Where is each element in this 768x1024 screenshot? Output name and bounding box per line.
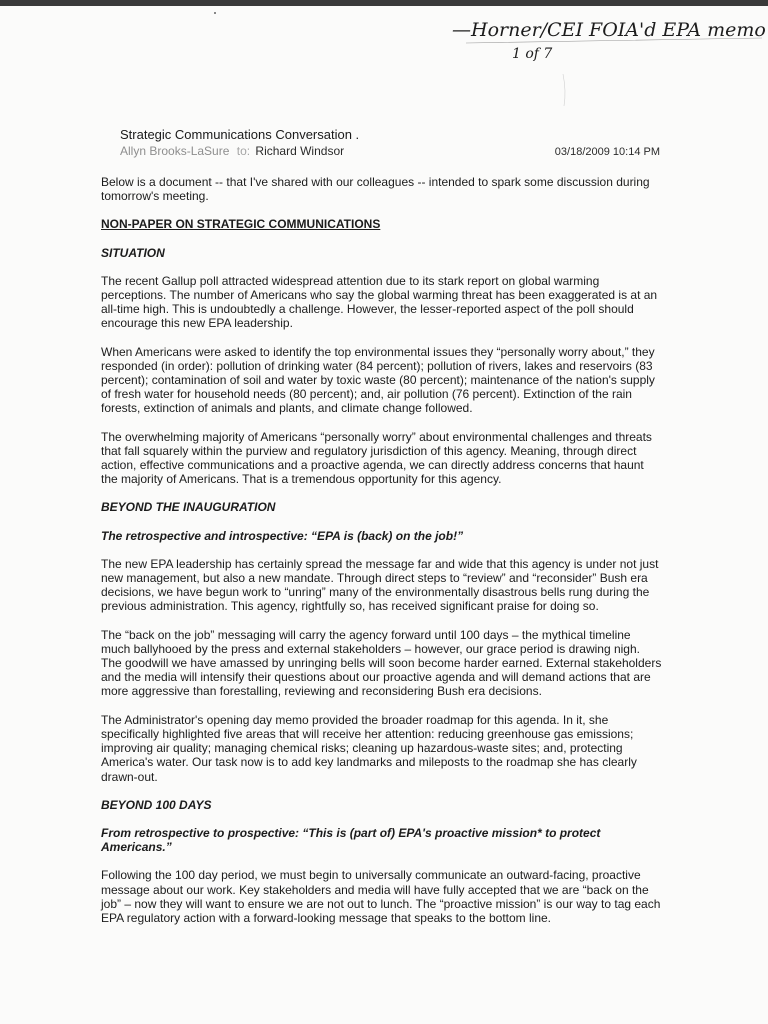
handwritten-annotation [452, 14, 768, 76]
hundred-days-paragraph: Following the 100 day period, we must begin to universally communicate an outward-facing, proactive message about our work. Key stakeholders and media will have fully accepted that we are “back on the job” – now they will want to ensure we are not out to lunch. The “proactive mission” is our way to tag each EPA regulatory action with a forward-looking message that speaks to the bottom line. [101, 868, 661, 925]
email-timestamp: 03/18/2009 10:14 PM [554, 146, 660, 158]
memo-title: NON-PAPER ON STRATEGIC COMMUNICATIONS [101, 217, 381, 232]
inauguration-subheading: The retrospective and introspective: “EPA is (back) on the job!” [101, 528, 464, 543]
scan-speck [214, 12, 216, 14]
inauguration-paragraph: The Administrator's opening day memo provided the broader roadmap for this agenda. In it, she specifically highlighted five areas that will receive her attention: reducing greenhouse gas emissions; improving air quality; managing chemical risks; cleaning up hazardous-waste sites; and, protecting America's water. Our task now is to add key landmarks and mileposts to the roadmap she has clearly drawn-out. [101, 712, 637, 784]
inauguration-paragraph: The new EPA leadership has certainly spread the message far and wide that this agency is under not just new management, but also a new mandate. Through direct steps to “review” and “reconsider” Bush era decisions, we have begun work to “unring” many of the environmentally disastrous bells rung during the previous administration. This agency, rightfully so, has received significant praise for doing so. [101, 556, 659, 614]
email-sender: Allyn Brooks-LaSure [120, 144, 230, 158]
hundred-days-subheading: From retrospective to prospective: “This is (part of) EPA's proactive mission* to protect Americans.” [101, 825, 601, 855]
email-meta-row [120, 144, 660, 160]
situation-paragraph: The recent Gallup poll attracted widespread attention due to its stark report on global warming perceptions. The number of Americans who say the global warming threat has been exaggerated is at an all-time high. This is undoubtedly a challenge. However, the lesser-reported aspect of the poll should encourage this new EPA leadership. [101, 273, 658, 331]
inauguration-heading: BEYOND THE INAUGURATION [101, 500, 276, 515]
page-indicator: 1 of 7 [512, 46, 553, 62]
situation-paragraph: The overwhelming majority of Americans “personally worry” about environmental challenges and threats that fall squarely within the purview and regulatory jurisdiction of this agency. Meaning, through direct action, effective communications and a proactive agenda, we can directly address concerns that haunt the majority of Americans. That is a tremendous opportunity for this agency. [101, 429, 652, 487]
inauguration-paragraph: The “back on the job” messaging will carry the agency forward until 100 days – the mythical timeline much ballyhooed by the press and external stakeholders – however, our grace period is drawing nigh. The goodwill we have amassed by unringing bells will soon become harder earned. External stakeholders and the media will intensify their questions about our proactive agenda and will demand actions that are more aggressive than forestalling, reviewing and reconsidering Bush era decisions. [101, 627, 662, 699]
email-recipient: Richard Windsor [255, 144, 345, 158]
hundred-days-heading: BEYOND 100 DAYS [101, 797, 212, 812]
scan-edge [0, 0, 768, 6]
situation-heading: SITUATION [101, 245, 165, 260]
handwritten-note: —Horner/CEI FOIA'd EPA memo [452, 19, 766, 41]
email-header [120, 127, 660, 160]
memo-intro: Below is a document -- that I've shared with our colleagues -- intended to spark some discussion during tomorrow's meeting. [101, 175, 650, 204]
pencil-mark [563, 74, 565, 106]
memo-body [101, 175, 663, 939]
email-subject: Strategic Communications Conversation . [120, 127, 360, 142]
situation-paragraph: When Americans were asked to identify the top environmental issues they “personally worry about,” they responded (in order): pollution of drinking water (84 percent); pollution of rivers, lakes and reservoirs (83 percent); contamination of soil and water by toxic waste (80 percent); maintenance of the nation's supply of fresh water for household needs (80 percent); and, air pollution (76 percent). Extinction of the rain forests, extinction of animals and plants, and climate change followed. [101, 344, 655, 416]
email-to-label: to: [236, 144, 251, 158]
